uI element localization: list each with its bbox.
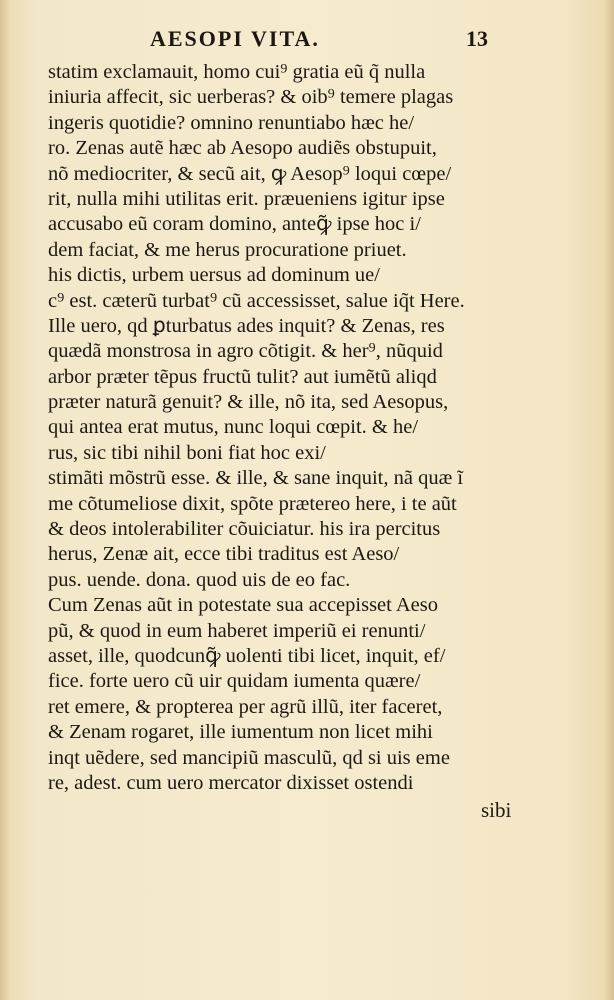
text-line: statim exclamauit, homo cui⁹ gratia eũ q̃ nulla xyxy=(48,61,426,83)
text-line: his dictis, urbem uersus ad dominum ue/ xyxy=(48,264,380,287)
text-line: ret emere, & propterea per agrũ illũ, iter faceret, xyxy=(48,695,443,718)
text-line: qui antea erat mutus, nunc loqui cœpit. & he/ xyxy=(48,416,419,439)
text-line: Ille uero, qd ꝑturbatus ades inquit? & Zenas, res xyxy=(48,314,445,337)
text-line: herus, Zenæ ait, ecce tibi traditus est Aeso/ xyxy=(48,543,400,566)
text-line: Cum Zenas aũt in potestate sua accepisset Aeso xyxy=(48,594,438,617)
text-line: re, adest. cum uero mercator dixisset ostendi xyxy=(48,771,414,794)
text-line: accusabo eũ coram domino, anteꝙ̃ ipse hoc i/ xyxy=(48,213,421,236)
text-line: ingeris quotidie? omnino renuntiabo hæc he/ xyxy=(48,111,415,134)
text-line: arbor præter tẽpus fructũ tulit? aut iumẽtũ aliqd xyxy=(48,365,437,388)
text-line: me cõtumeliose dixit, spõte prætereo here, i te aũt xyxy=(48,492,457,515)
text-line: ro. Zenas autẽ hæc ab Aesopo audiẽs obstupuit, xyxy=(48,137,437,160)
text-line: præter naturã genuit? & ille, nõ ita, sed Aesopus, xyxy=(48,391,449,414)
text-line: & deos intolerabiliter cõuiciatur. his ira percitus xyxy=(48,518,441,541)
text-line: & Zenam rogaret, ille iumentum non licet mihi xyxy=(48,721,433,744)
text-line: rit, nulla mihi utilitas erit. præueniens igitur ipse xyxy=(48,187,445,210)
text-line: pũ, & quod in eum haberet imperiũ ei renunti/ xyxy=(48,619,426,642)
text-line: c⁹ est. cæterũ turbat⁹ cũ accessisset, salue iq̃t Here. xyxy=(48,289,465,312)
page-edge-right xyxy=(604,0,614,1000)
catchword: sibi xyxy=(481,798,512,822)
text-line: fice. forte uero cũ uir quidam iumenta quære/ xyxy=(48,670,421,693)
text-block xyxy=(48,60,518,796)
text-line: stimãti mõstrũ esse. & ille, & sane inquit, nã quæ ĩ xyxy=(48,467,464,490)
page-edge-left xyxy=(0,0,10,1000)
text-line: iniuria affecit, sic uerberas? & oib⁹ temere plagas xyxy=(48,86,454,109)
running-head: AESOPI VITA. xyxy=(150,26,320,51)
text-line: inqt uẽdere, sed mancipiũ masculũ, qd si uis eme xyxy=(48,746,450,769)
page-number: 13 xyxy=(466,26,488,51)
text-line: rus, sic tibi nihil boni fiat hoc exi/ xyxy=(48,441,326,464)
text-line: pus. uende. dona. quod uis de eo fac. xyxy=(48,568,351,591)
text-line: dem faciat, & me herus procuratione priuet. xyxy=(48,238,407,261)
text-line: nõ mediocriter, & secũ ait, ꝙ Aesop⁹ loqui cœpe/ xyxy=(48,162,452,185)
text-line: quædã monstrosa in agro cõtigit. & her⁹, nũquid xyxy=(48,340,443,363)
text-line: asset, ille, quodcunꝙ̃ uolenti tibi licet, inquit, ef/ xyxy=(48,644,446,667)
